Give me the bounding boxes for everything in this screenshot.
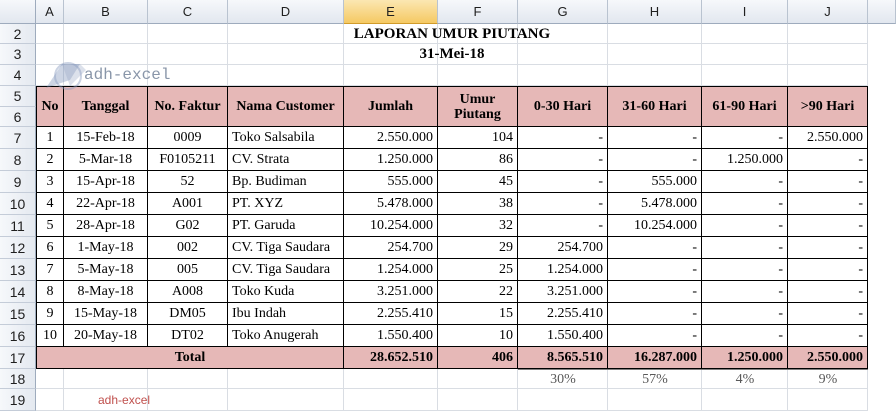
header-cell-faktur[interactable]: No. Faktur xyxy=(148,86,228,127)
header-cell-h90[interactable]: >90 Hari xyxy=(788,86,868,127)
total-jumlah[interactable]: 28.652.510 xyxy=(344,347,438,369)
data-cell-h0_30[interactable]: 2.255.410 xyxy=(518,303,608,325)
data-cell-faktur[interactable]: A008 xyxy=(148,281,228,303)
data-cell-h0_30[interactable]: 1.550.400 xyxy=(518,325,608,347)
row-header-10[interactable]: 10 xyxy=(0,193,36,215)
data-cell-tanggal[interactable]: 20-May-18 xyxy=(64,325,148,347)
empty-cell[interactable] xyxy=(702,65,788,86)
data-cell-h90[interactable]: - xyxy=(788,171,868,193)
data-cell-customer[interactable]: PT. Garuda xyxy=(228,215,344,237)
row-header-6[interactable]: 6 xyxy=(0,107,36,127)
data-cell-umur[interactable]: 10 xyxy=(438,325,518,347)
data-cell-no[interactable]: 7 xyxy=(36,259,64,281)
header-cell-jumlah[interactable]: Jumlah xyxy=(344,86,438,127)
data-cell-umur[interactable]: 22 xyxy=(438,281,518,303)
data-cell-jumlah[interactable]: 1.250.000 xyxy=(344,149,438,171)
data-cell-faktur[interactable]: DT02 xyxy=(148,325,228,347)
column-header-h[interactable]: H xyxy=(608,0,702,24)
data-cell-tanggal[interactable]: 15-May-18 xyxy=(64,303,148,325)
percentage-h31_60[interactable]: 57% xyxy=(608,369,702,389)
data-cell-no[interactable]: 4 xyxy=(36,193,64,215)
empty-cell[interactable] xyxy=(788,65,868,86)
footer-brand: adh-excel xyxy=(98,393,151,407)
percentage-h61_90[interactable]: 4% xyxy=(702,369,788,389)
data-cell-tanggal[interactable]: 1-May-18 xyxy=(64,237,148,259)
data-cell-umur[interactable]: 29 xyxy=(438,237,518,259)
row-header-2[interactable]: 2 xyxy=(0,24,36,44)
empty-cell[interactable] xyxy=(344,65,438,86)
total-label[interactable]: Total xyxy=(36,347,344,369)
data-cell-tanggal[interactable]: 15-Feb-18 xyxy=(64,127,148,149)
empty-cell[interactable] xyxy=(228,389,344,411)
data-cell-h90[interactable]: - xyxy=(788,215,868,237)
data-cell-tanggal[interactable]: 5-Mar-18 xyxy=(64,149,148,171)
data-cell-h31_60[interactable]: 5.478.000 xyxy=(608,193,702,215)
data-cell-umur[interactable]: 45 xyxy=(438,171,518,193)
data-cell-jumlah[interactable]: 5.478.000 xyxy=(344,193,438,215)
row-header-13[interactable]: 13 xyxy=(0,259,36,281)
data-cell-jumlah[interactable]: 2.550.000 xyxy=(344,127,438,149)
data-cell-h31_60[interactable]: - xyxy=(608,281,702,303)
data-cell-h0_30[interactable]: 254.700 xyxy=(518,237,608,259)
row-header-14[interactable]: 14 xyxy=(0,281,36,303)
data-cell-faktur[interactable]: 52 xyxy=(148,171,228,193)
data-cell-customer[interactable]: Toko Kuda xyxy=(228,281,344,303)
data-cell-faktur[interactable]: 005 xyxy=(148,259,228,281)
data-cell-h61_90[interactable]: - xyxy=(702,171,788,193)
data-cell-h31_60[interactable]: - xyxy=(608,127,702,149)
data-cell-tanggal[interactable]: 22-Apr-18 xyxy=(64,193,148,215)
header-cell-customer[interactable]: Nama Customer xyxy=(228,86,344,127)
data-cell-h0_30[interactable]: - xyxy=(518,215,608,237)
data-cell-faktur[interactable]: G02 xyxy=(148,215,228,237)
data-cell-umur[interactable]: 104 xyxy=(438,127,518,149)
header-cell-umur[interactable]: Umur Piutang xyxy=(438,86,518,127)
row-header-11[interactable]: 11 xyxy=(0,215,36,237)
empty-cell[interactable] xyxy=(228,369,344,389)
data-cell-jumlah[interactable]: 1.550.400 xyxy=(344,325,438,347)
data-cell-umur[interactable]: 25 xyxy=(438,259,518,281)
header-cell-h0_30[interactable]: 0-30 Hari xyxy=(518,86,608,127)
empty-cell[interactable] xyxy=(36,369,64,389)
data-cell-no[interactable]: 9 xyxy=(36,303,64,325)
percentage-h0_30[interactable]: 30% xyxy=(518,369,608,389)
empty-cell[interactable] xyxy=(608,389,702,411)
empty-cell[interactable] xyxy=(518,65,608,86)
total-31-60[interactable]: 16.287.000 xyxy=(608,347,702,369)
data-cell-h61_90[interactable]: - xyxy=(702,259,788,281)
row-header-12[interactable]: 12 xyxy=(0,237,36,259)
data-cell-tanggal[interactable]: 15-Apr-18 xyxy=(64,171,148,193)
data-cell-jumlah[interactable]: 2.255.410 xyxy=(344,303,438,325)
data-cell-customer[interactable]: CV. Tiga Saudara xyxy=(228,259,344,281)
select-all-corner[interactable] xyxy=(0,0,36,24)
total-0-30[interactable]: 8.565.510 xyxy=(518,347,608,369)
data-cell-h31_60[interactable]: - xyxy=(608,149,702,171)
data-cell-faktur[interactable]: F0105211 xyxy=(148,149,228,171)
data-cell-customer[interactable]: CV. Strata xyxy=(228,149,344,171)
watermark-text: adh-excel xyxy=(84,66,171,84)
data-cell-h31_60[interactable]: - xyxy=(608,303,702,325)
column-header-a[interactable]: A xyxy=(36,0,64,24)
data-cell-h90[interactable]: - xyxy=(788,193,868,215)
data-cell-h61_90[interactable]: 1.250.000 xyxy=(702,149,788,171)
row-header-3[interactable]: 3 xyxy=(0,44,36,65)
data-cell-faktur[interactable]: DM05 xyxy=(148,303,228,325)
column-header-f[interactable]: F xyxy=(438,0,518,24)
data-cell-customer[interactable]: Toko Salsabila xyxy=(228,127,344,149)
row-header-15[interactable]: 15 xyxy=(0,303,36,325)
row-header-9[interactable]: 9 xyxy=(0,171,36,193)
data-cell-customer[interactable]: Bp. Budiman xyxy=(228,171,344,193)
data-cell-h0_30[interactable]: - xyxy=(518,193,608,215)
data-cell-h61_90[interactable]: - xyxy=(702,127,788,149)
empty-cell[interactable] xyxy=(64,369,148,389)
data-cell-customer[interactable]: Ibu Indah xyxy=(228,303,344,325)
data-cell-jumlah[interactable]: 3.251.000 xyxy=(344,281,438,303)
data-cell-h90[interactable]: 2.550.000 xyxy=(788,127,868,149)
data-cell-h31_60[interactable]: - xyxy=(608,237,702,259)
column-header-d[interactable]: D xyxy=(228,0,344,24)
data-cell-umur[interactable]: 86 xyxy=(438,149,518,171)
row-header-7[interactable]: 7 xyxy=(0,127,36,149)
column-header-e[interactable]: E xyxy=(344,0,438,24)
data-cell-h61_90[interactable]: - xyxy=(702,303,788,325)
data-cell-no[interactable]: 1 xyxy=(36,127,64,149)
data-cell-umur[interactable]: 15 xyxy=(438,303,518,325)
data-cell-tanggal[interactable]: 5-May-18 xyxy=(64,259,148,281)
empty-cell[interactable] xyxy=(438,65,518,86)
data-cell-customer[interactable]: PT. XYZ xyxy=(228,193,344,215)
empty-cell[interactable] xyxy=(148,389,228,411)
data-cell-faktur[interactable]: A001 xyxy=(148,193,228,215)
data-cell-no[interactable]: 8 xyxy=(36,281,64,303)
column-header-c[interactable]: C xyxy=(148,0,228,24)
data-cell-no[interactable]: 2 xyxy=(36,149,64,171)
empty-cell[interactable] xyxy=(438,389,518,411)
header-cell-h61_90[interactable]: 61-90 Hari xyxy=(702,86,788,127)
total-umur[interactable]: 406 xyxy=(438,347,518,369)
row-header-16[interactable]: 16 xyxy=(0,325,36,347)
data-cell-customer[interactable]: Toko Anugerah xyxy=(228,325,344,347)
report-date: 31-Mei-18 xyxy=(419,46,485,62)
header-cell-tanggal[interactable]: Tanggal xyxy=(64,86,148,127)
data-cell-h90[interactable]: - xyxy=(788,259,868,281)
header-cell-h31_60[interactable]: 31-60 Hari xyxy=(608,86,702,127)
total-90[interactable]: 2.550.000 xyxy=(788,347,868,369)
row-header-8[interactable]: 8 xyxy=(0,149,36,171)
data-cell-tanggal[interactable]: 28-Apr-18 xyxy=(64,215,148,237)
column-header-j[interactable]: J xyxy=(788,0,868,24)
data-cell-no[interactable]: 6 xyxy=(36,237,64,259)
data-cell-no[interactable]: 3 xyxy=(36,171,64,193)
data-cell-h31_60[interactable]: - xyxy=(608,325,702,347)
data-cell-h0_30[interactable]: 3.251.000 xyxy=(518,281,608,303)
empty-cell[interactable] xyxy=(228,65,344,86)
empty-cell[interactable] xyxy=(344,369,438,389)
data-cell-tanggal[interactable]: 8-May-18 xyxy=(64,281,148,303)
data-cell-faktur[interactable]: 002 xyxy=(148,237,228,259)
empty-cell[interactable] xyxy=(148,369,228,389)
empty-cell[interactable] xyxy=(438,369,518,389)
column-header-b[interactable]: B xyxy=(64,0,148,24)
column-header-i[interactable]: I xyxy=(702,0,788,24)
data-cell-umur[interactable]: 32 xyxy=(438,215,518,237)
empty-cell[interactable] xyxy=(518,389,608,411)
row-header-18[interactable]: 18 xyxy=(0,369,36,389)
column-header-g[interactable]: G xyxy=(518,0,608,24)
data-cell-h0_30[interactable]: - xyxy=(518,171,608,193)
data-cell-h90[interactable]: - xyxy=(788,237,868,259)
empty-cell[interactable] xyxy=(788,389,868,411)
report-title: LAPORAN UMUR PIUTANG xyxy=(353,26,551,42)
data-cell-jumlah[interactable]: 1.254.000 xyxy=(344,259,438,281)
column-header-overflow xyxy=(868,0,896,24)
data-cell-customer[interactable]: CV. Tiga Saudara xyxy=(228,237,344,259)
data-cell-h61_90[interactable]: - xyxy=(702,215,788,237)
data-cell-no[interactable]: 10 xyxy=(36,325,64,347)
total-61-90[interactable]: 1.250.000 xyxy=(702,347,788,369)
empty-cell[interactable] xyxy=(702,389,788,411)
data-cell-h90[interactable]: - xyxy=(788,149,868,171)
data-cell-jumlah[interactable]: 10.254.000 xyxy=(344,215,438,237)
data-cell-h31_60[interactable]: 10.254.000 xyxy=(608,215,702,237)
row-header-17[interactable]: 17 xyxy=(0,347,36,369)
data-cell-h90[interactable]: - xyxy=(788,325,868,347)
header-cell-no[interactable]: No xyxy=(36,86,64,127)
data-cell-h61_90[interactable]: - xyxy=(702,281,788,303)
empty-cell[interactable] xyxy=(36,389,64,411)
data-cell-h0_30[interactable]: 1.254.000 xyxy=(518,259,608,281)
data-cell-h61_90[interactable]: - xyxy=(702,193,788,215)
data-cell-h0_30[interactable]: - xyxy=(518,149,608,171)
row-header-5[interactable]: 5 xyxy=(0,86,36,107)
data-cell-no[interactable]: 5 xyxy=(36,215,64,237)
data-cell-h90[interactable]: - xyxy=(788,303,868,325)
data-cell-h31_60[interactable]: - xyxy=(608,259,702,281)
data-cell-jumlah[interactable]: 555.000 xyxy=(344,171,438,193)
data-cell-h61_90[interactable]: - xyxy=(702,237,788,259)
data-cell-faktur[interactable]: 0009 xyxy=(148,127,228,149)
data-cell-h90[interactable]: - xyxy=(788,281,868,303)
data-cell-umur[interactable]: 38 xyxy=(438,193,518,215)
data-cell-h61_90[interactable]: - xyxy=(702,325,788,347)
empty-cell[interactable] xyxy=(608,65,702,86)
percentage-h90[interactable]: 9% xyxy=(788,369,868,389)
row-header-4[interactable]: 4 xyxy=(0,65,36,86)
data-cell-h31_60[interactable]: 555.000 xyxy=(608,171,702,193)
data-cell-jumlah[interactable]: 254.700 xyxy=(344,237,438,259)
row-header-19[interactable]: 19 xyxy=(0,389,36,411)
data-cell-h0_30[interactable]: - xyxy=(518,127,608,149)
empty-cell[interactable] xyxy=(344,389,438,411)
